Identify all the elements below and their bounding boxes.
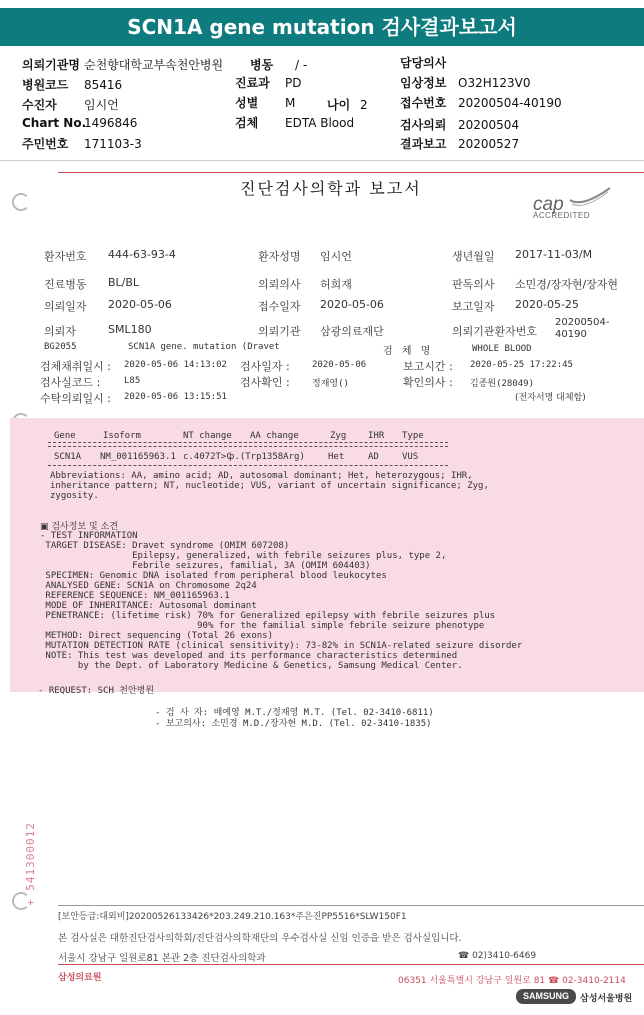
results-cell: c.4072T>C bbox=[183, 452, 232, 462]
header-field bbox=[400, 135, 519, 152]
header-field-label: 수진자 bbox=[22, 98, 57, 112]
staff-line: - 보고의사: 소민경 M.D./장자현 M.D. (Tel. 02-3410-1835) bbox=[155, 719, 432, 729]
header-divider bbox=[0, 160, 644, 161]
side-serial-number: + 541300012 bbox=[24, 822, 37, 906]
header-field bbox=[400, 54, 458, 71]
top-red-rule bbox=[58, 172, 644, 173]
ward-field bbox=[250, 56, 307, 73]
header-field bbox=[22, 116, 137, 130]
test-info-line: 90% for the familial simple febrile seizure phenotype bbox=[40, 621, 485, 631]
footer-red-rule bbox=[58, 964, 644, 965]
header-field-value: PD bbox=[285, 76, 302, 90]
patient-field-value: 2017-11-03/M bbox=[515, 248, 593, 261]
header-field-value: 20200504 bbox=[458, 118, 520, 132]
header-field bbox=[235, 94, 295, 111]
header-field bbox=[22, 76, 122, 93]
patient-field-label: 생년월일 bbox=[452, 250, 495, 263]
table-rule-bottom bbox=[48, 465, 448, 466]
patient-field-value: SML180 bbox=[108, 323, 152, 336]
lab-address: 서울시 강남구 일원로81 본관 2층 진단검사의학과 bbox=[58, 953, 266, 964]
test-info-line: MODE OF INHERITANCE: Autosomal dominant bbox=[40, 601, 257, 611]
test-info-line: METHOD: Direct sequencing (Total 26 exons) bbox=[40, 631, 273, 641]
header-field-label: 병원코드 bbox=[22, 78, 69, 92]
patient-field-value: 삼광의료재단 bbox=[320, 325, 384, 338]
header-field bbox=[22, 56, 223, 73]
patient-field-label: 판독의사 bbox=[452, 278, 495, 291]
time-field-label: 검사실코드 : bbox=[40, 376, 101, 389]
test-info-line: - TEST INFORMATION bbox=[40, 531, 138, 541]
header-field-label: 임상정보 bbox=[400, 76, 447, 90]
patient-field-label: 의뢰기관 bbox=[258, 325, 301, 338]
abbreviation-line: Abbreviations: AA, amino acid; AD, autosomal dominant; Het, heterozygous; IHR, bbox=[50, 471, 473, 481]
time-field-value: L85 bbox=[124, 376, 141, 386]
time-field-label: 검사일자 : bbox=[240, 360, 290, 373]
table-rule-top bbox=[48, 442, 448, 443]
header-field bbox=[22, 135, 142, 152]
results-column-header: Type bbox=[402, 431, 424, 441]
age-value: 2 bbox=[360, 98, 368, 112]
results-column-header: Gene bbox=[54, 431, 76, 441]
header-field bbox=[400, 94, 562, 111]
header-field-value: 1496846 bbox=[84, 116, 138, 130]
test-info-line: REFERENCE SEQUENCE: NM_001165963.1 bbox=[40, 591, 230, 601]
abbreviation-line: zygosity. bbox=[50, 491, 99, 501]
patient-field-label: 의뢰의사 bbox=[258, 278, 301, 291]
time-field-value: 김종원(28049) bbox=[470, 379, 535, 389]
header-field-value: 171103-3 bbox=[84, 137, 142, 151]
abbreviation-line: inheritance pattern; NT, nucleotide; VUS, variant of uncertain significance; Zyg, bbox=[50, 481, 489, 491]
test-info-line: by the Dept. of Laboratory Medicine & Genetics, Samsung Medical Center. bbox=[40, 661, 463, 671]
footer-rule bbox=[58, 905, 644, 906]
test-info-line: NOTE: This test was developed and its performance characteristics determined bbox=[40, 651, 458, 661]
test-info-line: ANALYSED GENE: SCN1A on Chromosome 2q24 bbox=[40, 581, 257, 591]
signature-note: (전자서명 대체함) bbox=[515, 393, 586, 403]
test-info-line: Febrile seizures, familial, 3A (OMIM 604403) bbox=[40, 561, 371, 571]
results-cell: AD bbox=[368, 452, 379, 462]
time-field-label: 수탁의뢰일시 : bbox=[40, 392, 111, 405]
time-field-label: 검사확인 : bbox=[240, 376, 290, 389]
header-field-label: 접수번호 bbox=[400, 96, 447, 110]
patient-field-label: 접수일자 bbox=[258, 300, 301, 313]
cap-accredited-text: ACCREDITED bbox=[533, 211, 591, 220]
patient-field-value: 20200504-40190 bbox=[555, 317, 610, 340]
header-field-value: 임시언 bbox=[84, 98, 119, 112]
patient-field-value: 소민경/장자현/장자현 bbox=[515, 278, 619, 291]
hospital-left-logo: 삼성의료원 bbox=[58, 973, 102, 983]
header-field-label: 의뢰기관명 bbox=[22, 58, 80, 72]
time-field-value: 정재영() bbox=[312, 379, 349, 389]
results-cell: p.(Trp1358Arg) bbox=[229, 452, 305, 462]
header-field bbox=[400, 74, 531, 91]
samsung-logo: SAMSUNG bbox=[516, 989, 576, 1004]
print-security-info: [보안등급:대외비]20200526133426*203.249.210.163*주은진PP5516*SLW150F1 bbox=[58, 912, 407, 922]
cap-check-icon bbox=[568, 186, 612, 210]
header-field-value: 20200504-40190 bbox=[458, 96, 562, 110]
test-code: BG2055 bbox=[44, 342, 77, 352]
header-field bbox=[22, 96, 119, 113]
patient-field-value: 임시언 bbox=[320, 250, 352, 263]
header-field-label: 진료과 bbox=[235, 76, 270, 90]
patient-field-label: 의뢰기관환자번호 bbox=[452, 325, 538, 338]
results-column-header: AA change bbox=[250, 431, 299, 441]
patient-field-label: 의뢰일자 bbox=[44, 300, 87, 313]
header-field bbox=[235, 74, 301, 91]
header-field-value: O32H123V0 bbox=[458, 76, 531, 90]
hospital-right-name: 삼성서울병원 bbox=[580, 994, 633, 1004]
patient-field-value: 2020-05-06 bbox=[108, 298, 172, 311]
section-title: ▣ 검사정보 및 소견 bbox=[40, 522, 118, 532]
header-field-label: 검사의뢰 bbox=[400, 118, 447, 132]
test-info-line: SPECIMEN: Genomic DNA isolated from peripheral blood leukocytes bbox=[40, 571, 387, 581]
time-field-value: 2020-05-06 bbox=[312, 360, 367, 370]
results-cell: Het bbox=[328, 452, 345, 462]
results-cell: SCN1A bbox=[54, 452, 82, 462]
patient-field-value: 2020-05-06 bbox=[320, 298, 384, 311]
report-banner-title: SCN1A gene mutation 검사결과보고서 bbox=[0, 8, 644, 46]
patient-field-value: 444-63-93-4 bbox=[108, 248, 176, 261]
patient-field-value: BL/BL bbox=[108, 276, 140, 289]
patient-field-label: 보고일자 bbox=[452, 300, 495, 313]
patient-field-label: 환자성명 bbox=[258, 250, 301, 263]
hospital-address: 06351 서울특별시 강남구 일원로 81 ☎ 02-3410-2114 bbox=[398, 976, 626, 986]
test-name: SCN1A gene. mutation (Dravet bbox=[128, 342, 280, 352]
specimen-value: WHOLE BLOOD bbox=[472, 344, 532, 354]
staff-line: - 검 사 자: 배예영 M.T./정재영 M.T. (Tel. 02-3410-6811) bbox=[155, 708, 434, 718]
header-field-label: 검체 bbox=[235, 116, 259, 130]
time-field-value: 2020-05-06 13:15:51 bbox=[124, 392, 227, 402]
header-field-label: 담당의사 bbox=[400, 56, 447, 70]
header-field-value: M bbox=[285, 96, 296, 110]
binder-hole-icon bbox=[12, 193, 30, 211]
report-title: 진단검사의학과 보고서 bbox=[240, 179, 422, 198]
ward-label: 병동 bbox=[250, 58, 274, 72]
time-field-label: 보고시간 : bbox=[403, 360, 453, 373]
header-field-label: 주민번호 bbox=[22, 137, 69, 151]
results-cell: NM_001165963.1 bbox=[100, 452, 176, 462]
header-field-value: EDTA Blood bbox=[285, 116, 355, 130]
results-column-header: Isoform bbox=[103, 431, 141, 441]
patient-field-label: 의뢰자 bbox=[44, 325, 76, 338]
header-field bbox=[400, 116, 519, 133]
time-field-value: 2020-05-06 14:13:02 bbox=[124, 360, 227, 370]
age-label: 나이 bbox=[327, 98, 351, 112]
header-field-label: Chart No. bbox=[22, 116, 87, 130]
time-field-label: 확인의사 : bbox=[403, 376, 453, 389]
header-field-label: 결과보고 bbox=[400, 137, 447, 151]
header-field-value: 20200527 bbox=[458, 137, 520, 151]
patient-field-value: 허희재 bbox=[320, 278, 352, 291]
header-field-value: 85416 bbox=[84, 78, 123, 92]
specimen-label: 검 체 명 bbox=[383, 346, 434, 357]
test-info-line: TARGET DISEASE: Dravet syndrome (OMIM 607208) bbox=[40, 541, 290, 551]
cap-logo: cap bbox=[533, 194, 564, 215]
time-field-label: 검체채취일시 : bbox=[40, 360, 111, 373]
ward-value: / - bbox=[295, 58, 308, 72]
time-field-value: 2020-05-25 17:22:45 bbox=[470, 360, 573, 370]
request-line: - REQUEST: SCH 천안병원 bbox=[38, 686, 155, 696]
table-rule-mid bbox=[48, 446, 448, 447]
test-info-line: Epilepsy, generalized, with febrile seizures plus, type 2, bbox=[40, 551, 447, 561]
test-info-line: MUTATION DETECTION RATE (clinical sensitivity): 73-82% in SCN1A-related seizure disorder bbox=[40, 641, 523, 651]
certification-text: 본 검사실은 대한진단검사의학회/진단검사의학재단의 우수검사실 신임 인증을 받은 검사실입니다. bbox=[58, 933, 462, 944]
results-cell: VUS bbox=[402, 452, 419, 462]
test-info-line: PENETRANCE: (lifetime risk) 70% for Generalized epilepsy with febrile seizures plus bbox=[40, 611, 496, 621]
lab-phone: ☎ 02)3410-6469 bbox=[458, 951, 537, 961]
results-column-header: IHR bbox=[368, 431, 385, 441]
results-column-header: NT change bbox=[183, 431, 232, 441]
patient-field-label: 환자번호 bbox=[44, 250, 87, 263]
header-field-value: 순천향대학교부속천안병원 bbox=[84, 58, 224, 72]
header-field bbox=[235, 114, 354, 131]
patient-field-label: 진료병동 bbox=[44, 278, 87, 291]
header-field-label: 성별 bbox=[235, 96, 259, 110]
results-column-header: Zyg bbox=[330, 431, 347, 441]
patient-field-value: 2020-05-25 bbox=[515, 298, 579, 311]
age-field bbox=[327, 96, 368, 113]
